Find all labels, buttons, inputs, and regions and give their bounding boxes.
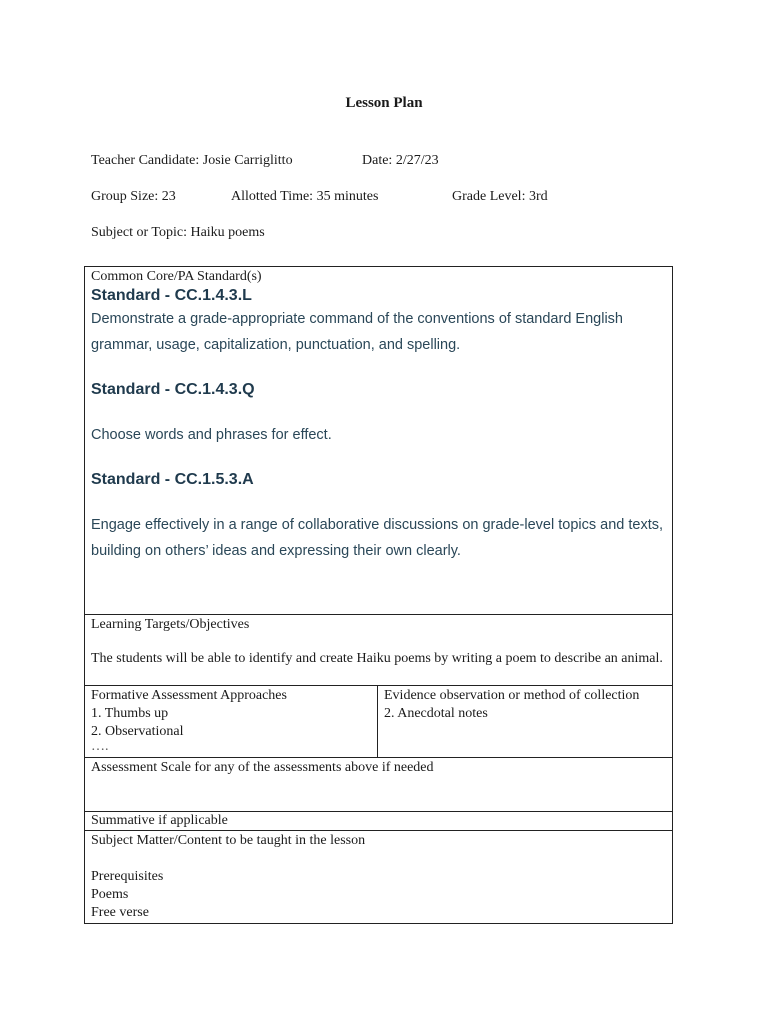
standard-heading: Standard - CC.1.5.3.A <box>91 471 254 488</box>
evidence-label: Evidence observation or method of collection <box>384 688 640 703</box>
objectives-text: The students will be able to identify and create Haiku poems by writing a poem to describe an animal. <box>91 651 663 666</box>
list-item: …. <box>91 739 109 754</box>
standards-label: Common Core/PA Standard(s) <box>91 269 262 284</box>
subject-topic: Subject or Topic: Haiku poems <box>91 225 265 240</box>
standard-description: Choose words and phrases for effect. <box>91 427 332 443</box>
lesson-plan-table <box>84 266 673 924</box>
formative-cell <box>85 686 378 758</box>
objectives-label: Learning Targets/Objectives <box>91 617 250 632</box>
assessment-scale-label: Assessment Scale for any of the assessments above if needed <box>91 760 434 775</box>
page-title: Lesson Plan <box>345 95 423 111</box>
standard-heading: Standard - CC.1.4.3.L <box>91 287 252 304</box>
evidence-cell <box>378 686 673 758</box>
teacher-candidate: Teacher Candidate: Josie Carriglitto <box>91 153 293 168</box>
prerequisites-label: Prerequisites <box>91 869 164 884</box>
standard-description: Demonstrate a grade-appropriate command of the conventions of standard English grammar, usage, capitalization, punctuation, and spelling. <box>91 311 623 353</box>
summative-cell <box>85 812 673 831</box>
formative-label: Formative Assessment Approaches <box>91 688 287 703</box>
standard-heading: Standard - CC.1.4.3.Q <box>91 381 255 398</box>
lesson-date: Date: 2/27/23 <box>362 153 439 168</box>
assessment-scale-cell <box>85 758 673 812</box>
list-item: Free verse <box>91 905 149 920</box>
grade-level: Grade Level: 3rd <box>452 189 548 204</box>
objectives-cell <box>85 615 673 686</box>
standards-cell <box>85 267 673 615</box>
standard-description: Engage effectively in a range of collaborative discussions on grade-level topics and texts, building on others’ ideas and expressing their own clearly. <box>91 517 664 559</box>
summative-label: Summative if applicable <box>91 813 228 828</box>
allotted-time: Allotted Time: 35 minutes <box>231 189 379 204</box>
subject-matter-cell <box>85 831 673 924</box>
list-item: 1. Thumbs up <box>91 706 169 721</box>
subject-matter-label: Subject Matter/Content to be taught in the lesson <box>91 833 366 848</box>
list-item: 2. Observational <box>91 724 184 739</box>
list-item: 2. Anecdotal notes <box>384 706 488 721</box>
group-size: Group Size: 23 <box>91 189 176 204</box>
list-item: Poems <box>91 887 129 902</box>
